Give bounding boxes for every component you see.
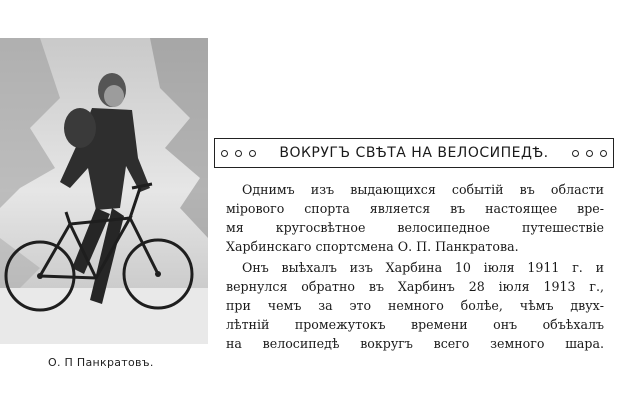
paragraph-2-line: при чемъ за это немного болѣе, чѣмъ двух- xyxy=(226,298,604,313)
circle-ornament-icon xyxy=(249,150,256,157)
cyclist-illustration xyxy=(0,38,208,344)
circle-ornament-icon xyxy=(235,150,242,157)
paragraph-1-line: Харбинскаго спортсмена О. П. Панкратова. xyxy=(226,239,519,254)
paragraph-2-line: вернулся обратно въ Харбинъ 28 iюля 1913 г., xyxy=(226,279,604,294)
paragraph-2-line: лѣтнiй промежутокъ времени онъ объѣхалъ xyxy=(226,317,604,332)
cyclist-photo xyxy=(0,38,208,344)
article-heading-box xyxy=(214,138,614,168)
circle-ornament-icon xyxy=(600,150,607,157)
paragraph-2-line: на велосипедѣ вокругъ всего земного шара. xyxy=(226,336,604,351)
right-circle-ornaments xyxy=(572,150,607,157)
paragraph-1-line: Однимъ изъ выдающихся событiй въ области xyxy=(242,182,604,197)
circle-ornament-icon xyxy=(572,150,579,157)
paragraph-1-line: мiрового спорта является въ настоящее вре- xyxy=(226,201,604,216)
circle-ornament-icon xyxy=(221,150,228,157)
paragraph-1-line: мя кругосвѣтное велосипедное путешествiе xyxy=(226,220,604,235)
article-heading: ВОКРУГЪ СВѢТА НА ВЕЛОСИПЕДѢ. xyxy=(279,145,549,161)
circle-ornament-icon xyxy=(586,150,593,157)
paragraph-2-line: Онъ выѣхалъ изъ Харбина 10 iюля 1911 г. и xyxy=(242,260,604,275)
photo-caption: О. П Панкратовъ. xyxy=(48,356,154,369)
left-circle-ornaments xyxy=(221,150,256,157)
